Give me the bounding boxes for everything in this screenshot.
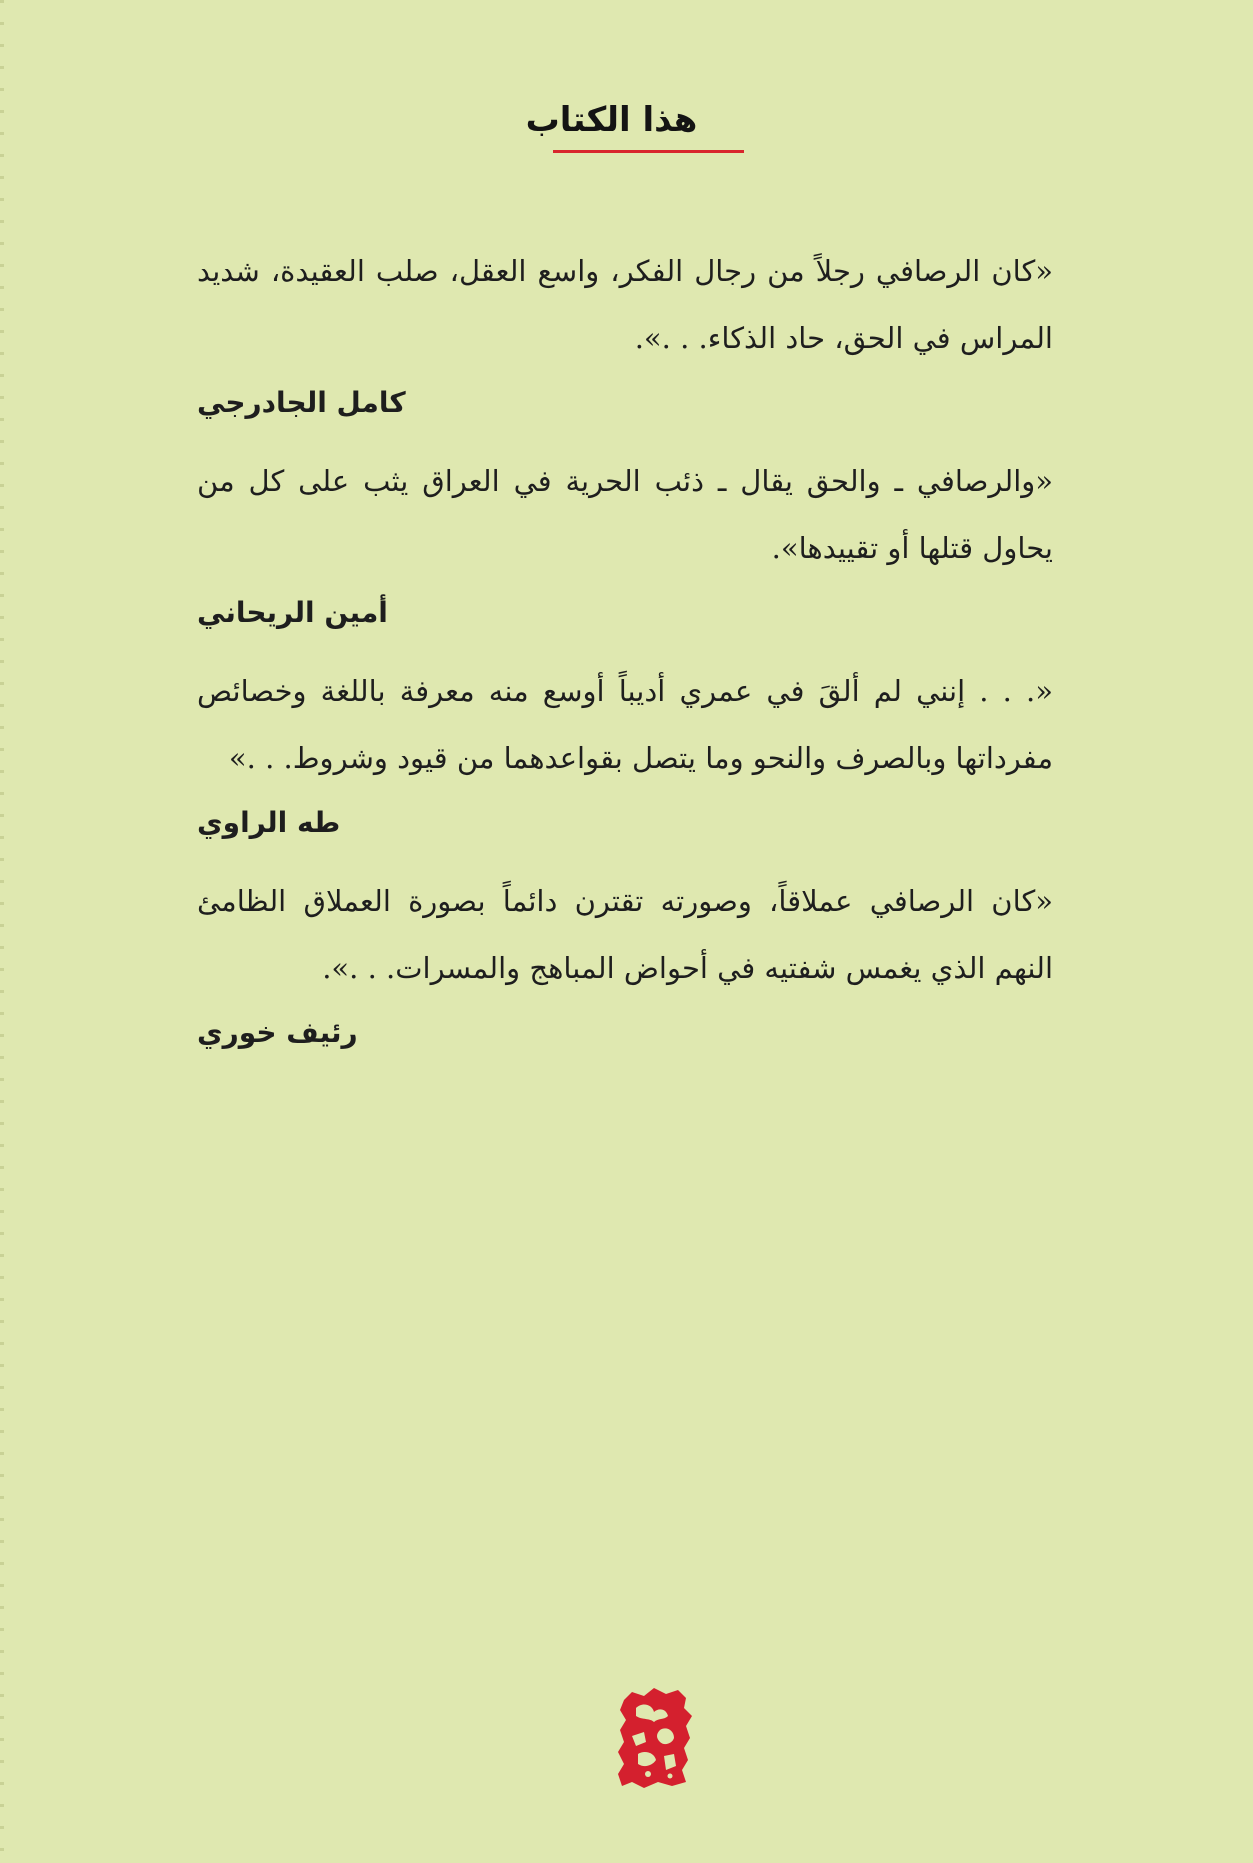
quote-author: طه الراوي [197, 806, 341, 839]
quote-text: «كان الرصافي عملاقاً، وصورته تقترن دائماً بصورة العملاق الظامئ النهم الذي يغمس شفتيه في أحواض المباهج والمسرات. . .». [197, 884, 1053, 985]
title-underline [553, 150, 744, 153]
quote-text: «والرصافي ـ والحق يقال ـ ذئب الحرية في العراق يثب على كل من يحاول قتلها أو تقييدها». [197, 464, 1053, 565]
heading-container [0, 95, 1253, 145]
quote-author: رئيف خوري [197, 1016, 358, 1049]
quote-text: «كان الرصافي رجلاً من رجال الفكر، واسع العقل، صلب العقيدة، شديد المراس في الحق، حاد الذكاء. . .». [197, 254, 1053, 355]
page-edge-marks [0, 0, 4, 1863]
quote-author: أمين الريحاني [197, 596, 388, 629]
quote-author: كامل الجادرجي [197, 386, 406, 419]
publisher-seal-icon [614, 1686, 698, 1790]
quote-text: «. . . إنني لم ألقَ في عمري أديباً أوسع منه معرفة باللغة وخصائص مفرداتها وبالصرف والنحو وما يتصل بقواعدهما من قيود وشروط. . .» [197, 674, 1053, 775]
quotes-section [197, 238, 1053, 1078]
page-title: هذا الكتاب [525, 100, 698, 140]
